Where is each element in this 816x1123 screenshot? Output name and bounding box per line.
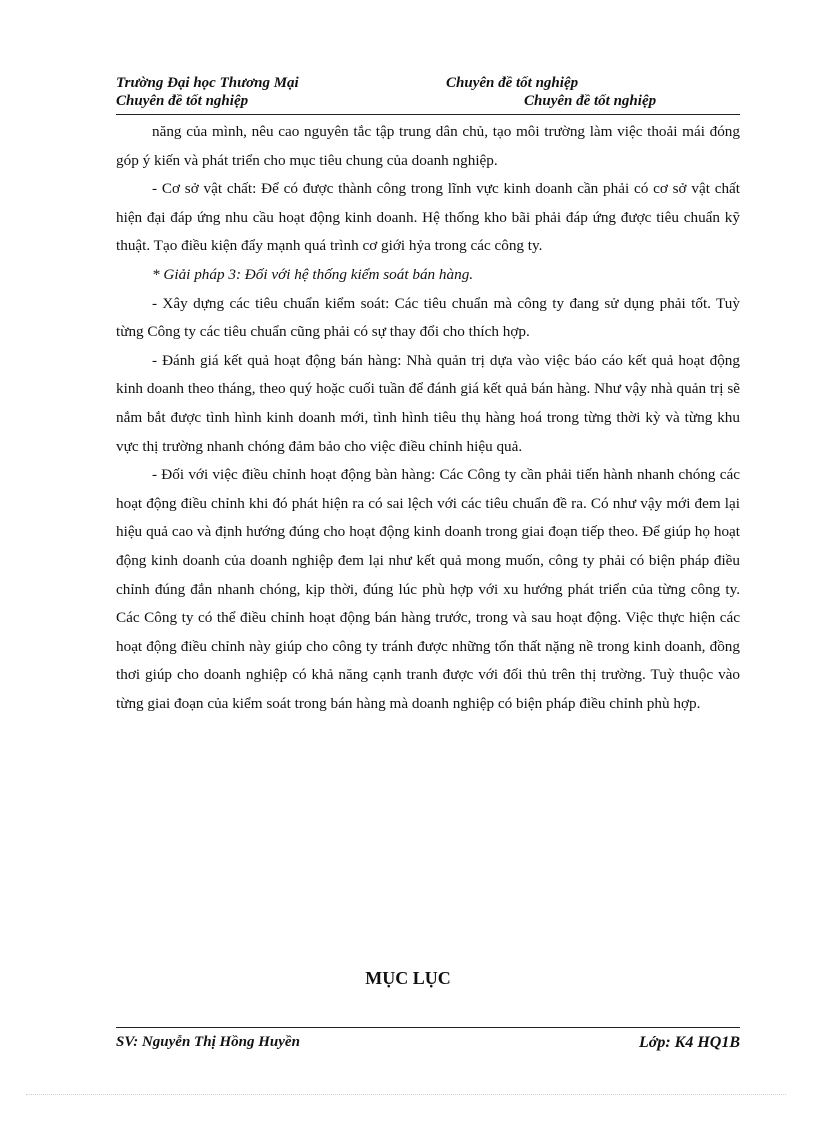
section-title: MỤC LỤC [365, 968, 451, 988]
page-footer [116, 1027, 740, 1056]
page-edge-divider [26, 1094, 786, 1095]
page-header [116, 72, 740, 115]
paragraph-2: - Cơ sở vật chất: Để có được thành công trong lĩnh vực kinh doanh cần phải có cơ sở vật chất hiện đại đáp ứng nhu cầu hoạt động kinh doanh. Hệ thống kho bãi phải đáp ứng được tiêu chuẩn kỹ thuật. Tạo điều kiện đẩy mạnh quá trình cơ giới hỷa trong các công ty. [116, 180, 740, 255]
header-title-right-2: Chuyên đề tốt nghiệp [524, 93, 657, 109]
paragraph-1: năng của mình, nêu cao nguyên tắc tập trung dân chủ, tạo môi trường làm việc thoải mái đóng góp ý kiến và phát triển cho mục tiêu chung của doanh nghiệp. [116, 123, 740, 169]
header-title-left-2: Chuyên đề tốt nghiệp [116, 93, 249, 109]
body-text [116, 118, 740, 718]
paragraph-5: - Đánh giá kết quả hoạt động bán hàng: Nhà quản trị dựa vào việc báo cáo kết quả hoạt động kinh doanh theo tháng, theo quý hoặc cuối tuần để đánh giá kết quả bán hàng. Như vậy nhà quản trị sẽ nắm bắt được tình hình kinh doanh mới, tình hình tiêu thụ hàng hoá trong từng thời kỳ và từng khu vực thị trường nhanh chóng đảm bảo cho việc điều chỉnh hiệu quả. [116, 351, 740, 455]
footer-class: Lớp: K4 HQ1B [638, 1034, 740, 1051]
paragraph-solution-3: * Giải pháp 3: Đối với hệ thống kiểm soát bán hàng. [152, 265, 474, 283]
footer-student: SV: Nguyễn Thị Hồng Huyền [116, 1034, 300, 1050]
paragraph-4: - Xây dựng các tiêu chuẩn kiểm soát: Các tiêu chuẩn mà công ty đang sử dụng phải tốt. Tuỳ từng Công ty các tiêu chuẩn cũng phải có sự thay đổi cho thích hợp. [116, 294, 740, 341]
paragraph-6: - Đối với việc điều chỉnh hoạt động bàn hàng: Các Công ty cần phải tiến hành nhanh chóng các hoạt động điều chỉnh khi đó phát hiện ra có sai lệch với các tiêu chuẩn đề ra. Có như vậy mới đem lại hiệu quả cao và định hướng đúng cho hoạt động kinh doanh trong giai đoạn tiếp theo. Để giúp họ hoạt động kinh doanh của doanh nghiệp đem lại như kết quả mong muốn, công ty phải có biện pháp điều chỉnh đúng đắn nhanh chóng, kịp thời, đúng lúc phù hợp với xu hướng phát triển của từng công ty. Các Công ty có thể điều chỉnh hoạt động bán hàng trước, trong và sau hoạt động. Việc thực hiện các hoạt động điều chỉnh này giúp cho công ty tránh được những tổn thất nặng nề trong kinh doanh, đồng thơi giúp cho doanh nghiệp có khả năng cạnh tranh được với đối thủ trên thị trường. Tuỳ thuộc vào từng giai đoạn của kiểm soát trong bán hàng mà doanh nghiệp có biện pháp điều chỉnh phù hợp. [116, 466, 740, 712]
header-school: Trường Đại học Thương Mại [116, 75, 299, 91]
header-title-right-1: Chuyên đề tốt nghiệp [446, 75, 579, 91]
